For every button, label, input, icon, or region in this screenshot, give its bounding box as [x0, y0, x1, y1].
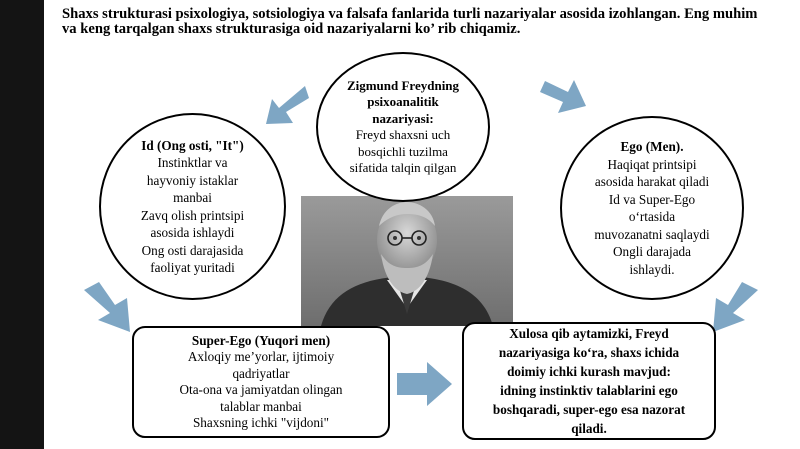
id-title: Id (Ong osti, "It") [141, 137, 244, 153]
superego-text-line: Axloqiy me’yorlar, ijtimoiy [187, 349, 335, 364]
conclusion-text-line: doimiy ichki kurash mavjud: [507, 364, 671, 379]
conclusion-text-line: idning instinktiv talablarini ego [500, 383, 678, 398]
arrow-to-conclusion-icon [713, 282, 758, 332]
arrow-to-id-icon [266, 86, 309, 124]
id-text-line: manbai [173, 190, 212, 205]
superego-text-line: talablar manbai [220, 398, 302, 414]
conclusion-text-line: qiladi. [571, 421, 607, 436]
conclusion-text-line: nazariyasiga ko‘ra, shaxs ichida [498, 345, 680, 360]
ego-text-line: muvozanatni saqlaydi [594, 226, 710, 242]
id-text-line: Instinktlar va [157, 155, 228, 170]
superego-title: Super-Ego (Yuqori men) [191, 332, 331, 348]
ego-text-line: Id va Super-Ego [608, 191, 696, 207]
ego-text-line: ishlaydi. [629, 261, 675, 277]
id-text-line: Ong osti darajasida [141, 242, 244, 258]
conclusion-text-line: Xulosa qib aytamizki, Freyd [509, 326, 669, 341]
id-node [99, 113, 286, 300]
ego-text-line: Haqiqat printsipi [607, 156, 697, 172]
freud-text-line: sifatida talqin qilgan [349, 160, 457, 175]
id-text-line: asosida ishlaydi [150, 225, 235, 240]
superego-text-line: Shaxsning ichki "vijdoni" [192, 415, 330, 430]
arrow-to-ego-icon [540, 80, 586, 113]
slide-heading: Shaxs strukturasi psixologiya, sotsiologiya va falsafa fanlarida turli nazariyalar asosida izohlangan. Eng muhim va keng tarqalgan shaxs strukturasiga oid nazariyalarni ko’ rib chiqamiz. [62, 6, 758, 37]
arrow-to-superego-icon [84, 282, 130, 332]
freud-title-line: nazariyasi: [372, 110, 434, 126]
freud-text-line: bosqichli tuzilma [358, 143, 448, 159]
freud-text-line: Freyd shaxsni uch [355, 127, 451, 142]
superego-text-line: Ota-ona va jamiyatdan olingan [179, 382, 343, 397]
ego-node [560, 116, 744, 300]
ego-text-line: Ongli darajada [613, 244, 691, 259]
conclusion-node [462, 322, 716, 440]
superego-text-line: qadriyatlar [232, 365, 290, 381]
id-text-line: hayvoniy istaklar [146, 172, 239, 188]
freud-title-line: psixoanalitik [367, 94, 439, 109]
freud-title-line: Zigmund Freydning [346, 77, 460, 93]
ego-title: Ego (Men). [620, 139, 684, 154]
superego-node [132, 326, 390, 438]
id-text-line: Zavq olish printsipi [140, 207, 245, 223]
ego-text-line: o‘rtasida [628, 209, 676, 224]
conclusion-text-line: boshqaradi, super-ego esa nazorat [492, 402, 686, 417]
freud-theory-node [316, 52, 490, 202]
ego-text-line: asosida harakat qiladi [594, 174, 710, 189]
freud-portrait-image [301, 196, 513, 326]
arrow-superego-to-conclusion-icon [397, 362, 452, 406]
id-text-line: faoliyat yuritadi [150, 260, 235, 275]
